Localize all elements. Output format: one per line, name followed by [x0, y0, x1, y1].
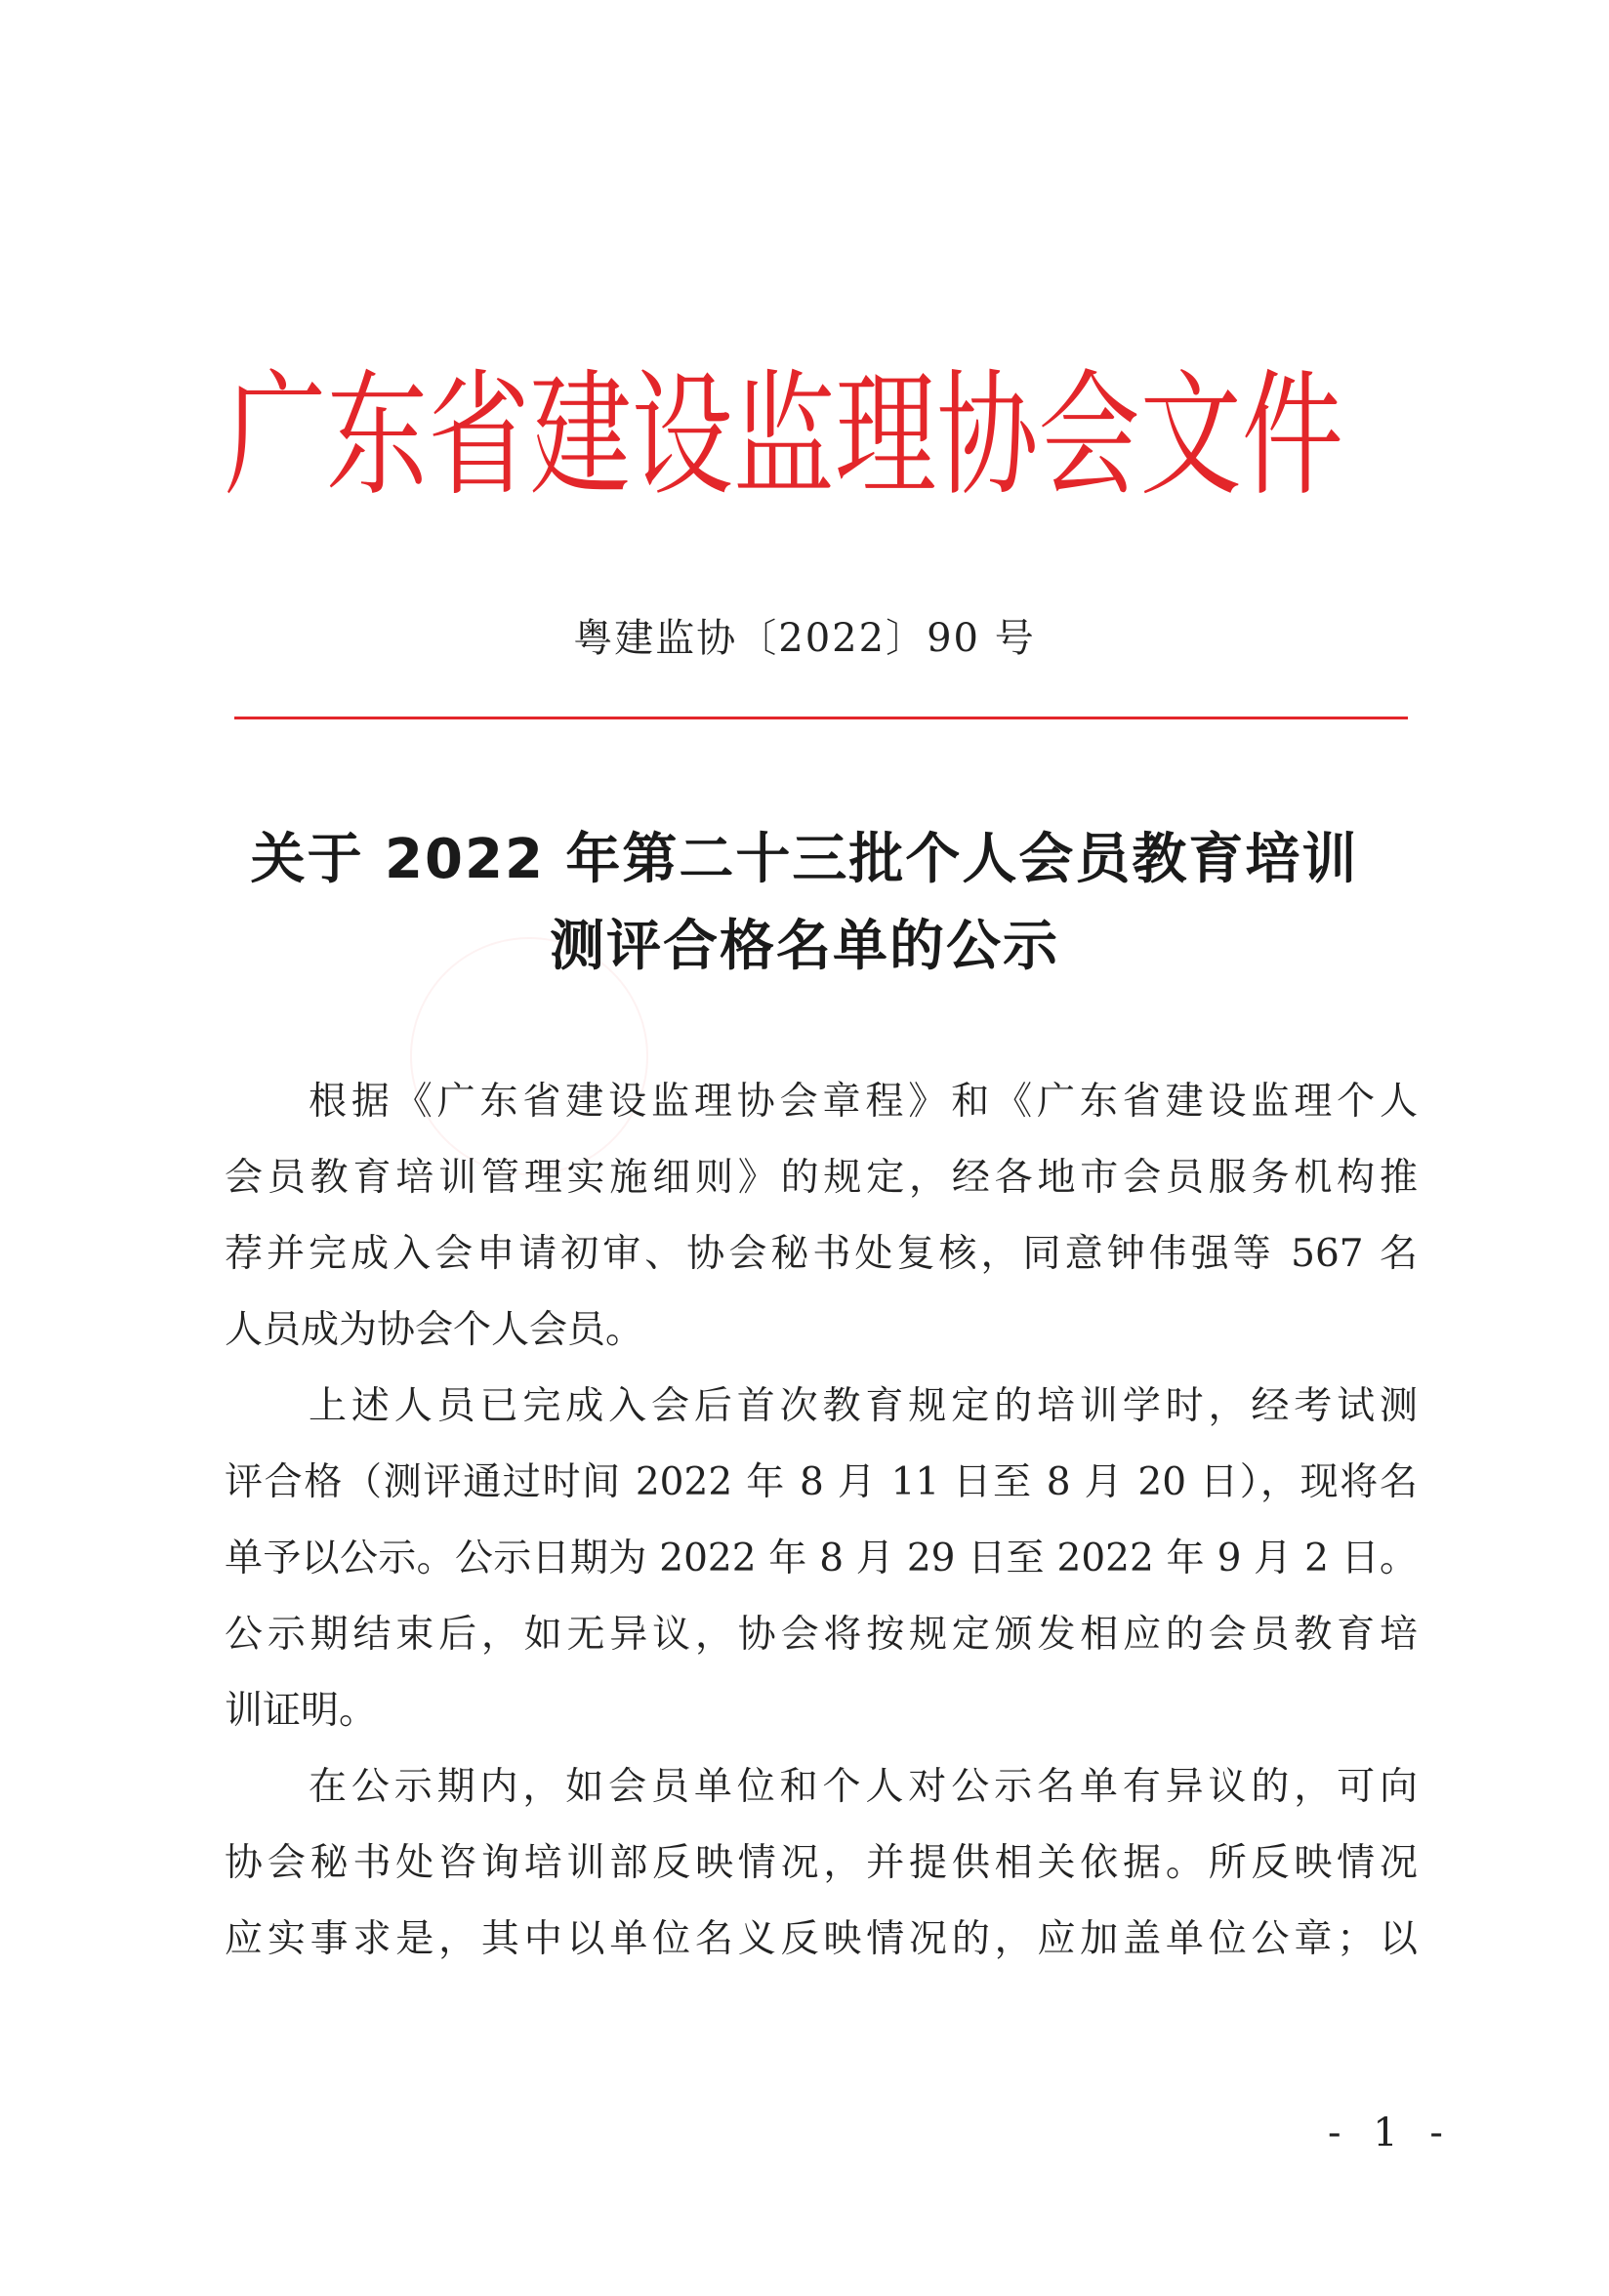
masthead-char: 协 [936, 357, 1039, 515]
document-masthead [225, 354, 1343, 518]
body-line: 人员成为协会个人会员。 [225, 1308, 644, 1352]
red-separator-line [234, 717, 1408, 719]
body-line: 荐并完成入会申请初审、协会秘书处复核，同意钟伟强等 567 名 [225, 1232, 1418, 1276]
body-line: 公示期结束后，如无异议，协会将按规定颁发相应的会员教育培 [225, 1613, 1418, 1657]
document-title-line-1: 关于 2022 年第二十三批个人会员教育培训 [250, 828, 1359, 891]
masthead-char: 设 [631, 357, 733, 515]
masthead-char: 东 [326, 357, 429, 515]
masthead-char: 监 [732, 357, 836, 515]
body-line: 在公示期内，如会员单位和个人对公示名单有异议的，可向 [309, 1765, 1418, 1809]
body-line: 协会秘书处咨询培训部反映情况，并提供相关依据。所反映情况 [225, 1841, 1418, 1885]
body-line: 根据《广东省建设监理协会章程》和《广东省建设监理个人 [309, 1080, 1418, 1124]
document-title-line-2: 测评合格名单的公示 [550, 915, 1059, 978]
masthead-char: 文 [1139, 357, 1242, 515]
body-line: 会员教育培训管理实施细则》的规定，经各地市会员服务机构推 [225, 1156, 1418, 1200]
masthead-char: 件 [1241, 357, 1343, 515]
body-line: 评合格（测评通过时间 2022 年 8 月 11 日至 8 月 20 日），现将名 [225, 1460, 1418, 1504]
masthead-char: 会 [1038, 357, 1140, 515]
body-line: 单予以公示。公示日期为 2022 年 8 月 29 日至 2022 年 9 月 2 日。 [225, 1537, 1418, 1580]
page-number: - 1 - [1328, 2111, 1453, 2155]
document-body [225, 1064, 1418, 1978]
masthead-char: 理 [835, 357, 937, 515]
masthead-char: 建 [529, 357, 632, 515]
body-line: 应实事求是，其中以单位名义反映情况的，应加盖单位公章；以 [225, 1917, 1418, 1961]
body-line: 训证明。 [225, 1689, 378, 1733]
document-number: 粤建监协〔2022〕90 号 [573, 616, 1036, 661]
masthead-char: 广 [225, 357, 327, 515]
body-line: 上述人员已完成入会后首次教育规定的培训学时，经考试测 [309, 1384, 1418, 1428]
masthead-char: 省 [428, 357, 530, 515]
